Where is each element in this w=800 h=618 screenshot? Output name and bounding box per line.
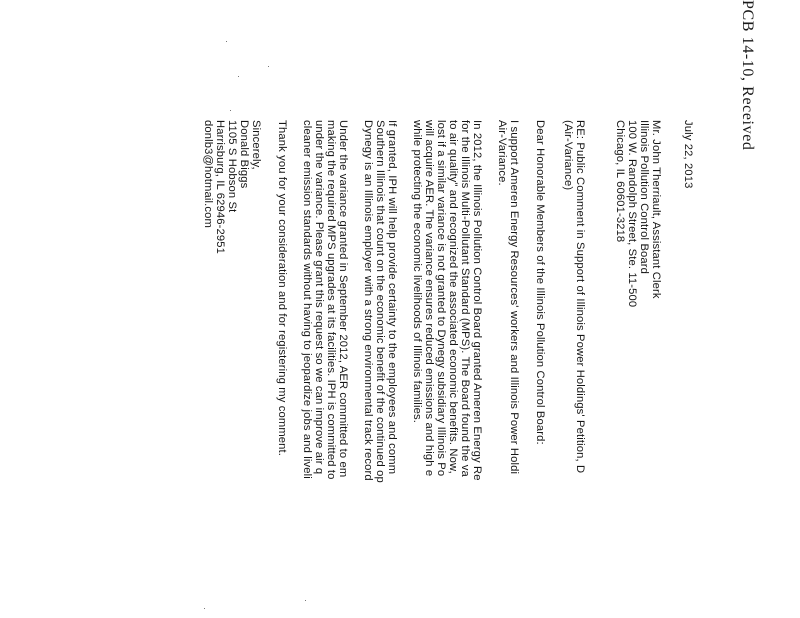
signature-line: 1105 S Hobson St — [226, 120, 238, 213]
paragraph-2-line: will acquire AER. The variance ensures reduced emissions and high e — [423, 120, 435, 477]
recipient-line: Chicago, IL 60601-3218 — [614, 120, 626, 243]
received-stamp: PCB 14-10, Received — [739, 0, 756, 151]
paragraph-2-line: while protecting the economic livelihoods of Illinois families. — [411, 120, 423, 423]
scan-speck — [226, 41, 227, 42]
scan-speck — [268, 66, 269, 67]
subject-line: RE: Public Comment in Support of Illinois Power Holdings' Petition, D — [574, 120, 586, 474]
letter-date: July 22, 2013 — [682, 120, 694, 189]
paragraph-4-line: cleaner emission standards without having to jeopardize jobs and liveli — [301, 120, 313, 479]
paragraph-3-line: Dynegy is an Illinois employer with a strong environmental track record — [362, 120, 374, 481]
signature-line: Sincerely, — [250, 120, 262, 170]
paragraph-3-line: Southern Illinois that count on the economic benefit of the continued op — [374, 120, 386, 483]
scan-speck — [204, 608, 205, 609]
scan-speck — [238, 76, 239, 77]
paragraph-2-line: lost if a similar variance is not granted to Dynegy subsidiary Illinois Po — [435, 120, 447, 477]
paragraph-1-line: Air-Variance. — [496, 120, 508, 186]
paragraph-2-line: for the Illinois Multi-Pollutant Standard (MPS). The Board found the va — [459, 120, 471, 477]
closing-thanks: Thank you for your consideration and for registering my comment. — [276, 120, 288, 457]
paragraph-1-line: I support Ameren Energy Resources' workers and Illinois Power Holdi — [508, 120, 520, 475]
signature-line: Harrisburg, IL 62946-2951 — [214, 120, 226, 254]
subject-line: (Air-Variance) — [562, 120, 574, 191]
paragraph-4-line: making the required MPS upgrades at its facilities. IPH is committed to — [325, 120, 337, 480]
salutation: Dear Honorable Members of the Illinois Pollution Control Board: — [534, 120, 546, 445]
signature-line: donlb3@hotmail.com — [202, 120, 214, 228]
paragraph-2-line: In 2012, the Illinois Pollution Control Board granted Ameren Energy Re — [471, 120, 483, 481]
recipient-line: Illinois Pollution Control Board — [638, 120, 650, 275]
signature-line: Donald Biggs — [238, 120, 250, 189]
recipient-line: 100 W. Randolph Street, Ste. 11-500 — [626, 120, 638, 308]
scan-speck — [305, 600, 306, 601]
paragraph-4-line: under the variance. Please grant this request so we can improve air q — [313, 120, 325, 475]
recipient-line: Mr. John Therriault, Assistant Clerk — [650, 120, 662, 299]
paragraph-3-line: If granted, IPH will help provide certainty to the employees and comm — [386, 120, 398, 475]
scan-speck — [230, 110, 231, 111]
paragraph-4-line: Under the variance granted in September 2012, AER committed to em — [337, 120, 349, 478]
paragraph-2-line: to air quality" and recognized the associated economic benefits. Now, — [447, 120, 459, 474]
